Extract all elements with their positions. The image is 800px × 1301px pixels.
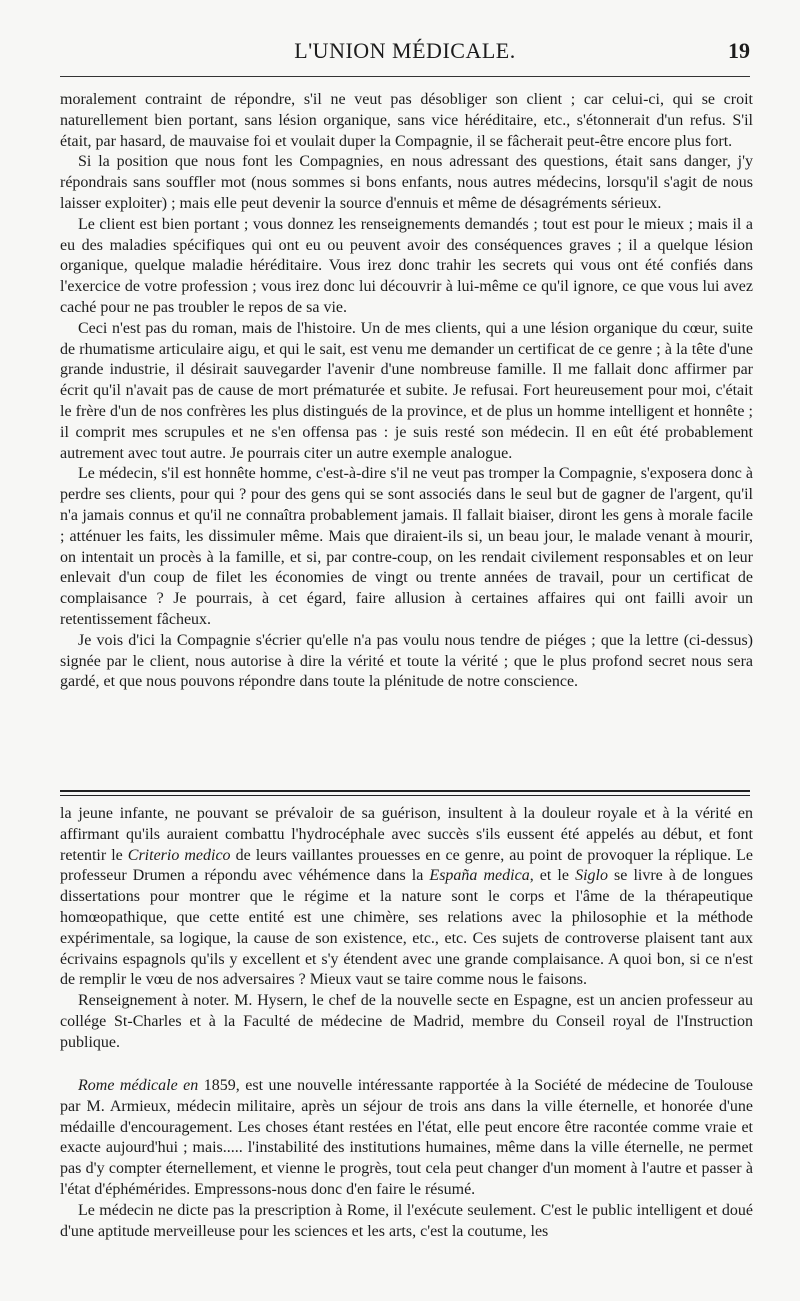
paragraph: Le médecin, s'il est honnête homme, c'est-à-dire s'il ne veut pas tromper la Compagnie, s'exposera donc à perdre ses clients, pour qui ? pour des gens qui se sont associés dans le seul but de gagner de l'argent, qu'il n'a jamais connus et qu'il ne connaîtra probablement jamais. Il fallait biaiser, diront les gens à morale facile ; atténuer les faits, les dissimuler même. Mais que diraient-ils si, un beau jour, le malade venant à mourir, on intentait un procès à la famille, et si, par contre-coup, on les rendait civilement responsables et on leur enlevait d'un coup de filet les économies de vingt ou trente années de travail, pour un certificat de complaisance ? Je pourrais, à cet égard, faire allusion à certaines affaires qui ont failli avoir un retentissement fâcheux. bbox=[60, 465, 753, 628]
journal-title: España medica bbox=[429, 867, 530, 885]
page-header bbox=[60, 34, 750, 70]
paragraph bbox=[60, 804, 753, 991]
paragraph: Si la position que nous font les Compagnies, en nous adressant des questions, était sans danger, j'y répondrais sans souffler mot (nous sommes si bons enfants, nous autres médecins, lorsqu'il s'agit de nous laisser exploiter) ; mais elle peut devenir la source d'ennuis et même de désagréments sérieux. bbox=[60, 153, 753, 212]
paragraph: Le médecin ne dicte pas la prescription à Rome, il l'exécute seulement. C'est le public intelligent et doué d'une aptitude merveilleuse pour les sciences et les arts, c'est la coutume, les bbox=[60, 1201, 753, 1240]
journal-title: Siglo bbox=[575, 867, 608, 885]
text-run: se livre à de longues dissertations pour montrer que le régime et la nature sont le corps et l'âme de la thérapeutique homœopathique, que cette entité est une chimère, ses relations avec la philosophie et la méthode expérimentale, sa logique, la cause de son existence, etc., etc. Ces sujets de controverse plaisent tant aux écrivains espagnols qu'ils y excellent et s'y étendent avec une grande complaisance. A quoi bon, si ce n'est de remplir le vœu de nos adversaires ? Mieux vaut se taire comme nous le faisons. bbox=[60, 867, 754, 989]
paragraph: Le client est bien portant ; vous donnez les renseignements demandés ; tout est pour le mieux ; mais il a eu des maladies spécifiques qui ont eu ou peuvent avoir des conséquences graves ; il a quelque lésion organique, quelque maladie héréditaire. Vous irez donc trahir les secrets qui vous ont été confiés dans l'exercice de votre profession ; vous irez donc lui découvrir à lui-même ce qu'il ignore, ce que vous lui avez caché pour ne pas troubler le repos de sa vie. bbox=[60, 215, 753, 316]
header-rule bbox=[60, 76, 750, 77]
journal-title: Criterio medico bbox=[127, 846, 231, 864]
paragraph: moralement contraint de répondre, s'il ne veut pas désobliger son client ; car celui-ci, qui se croit naturellement bien portant, sans lésion organique, sans vice héréditaire, etc., s'étonnerait d'un refus. S'il était, par hasard, de mauvaise foi et voulait duper la Compagnie, il se fâcherait peut-être encore plus fort. bbox=[60, 91, 753, 150]
rome-medicale-block bbox=[60, 1076, 753, 1242]
paragraph bbox=[60, 1076, 753, 1201]
running-title: L'UNION MÉDICALE. bbox=[294, 38, 516, 63]
section-divider bbox=[60, 790, 750, 796]
text-run: , et le bbox=[529, 867, 576, 885]
text-run: 1859, est une nouvelle intéressante rapportée à la Société de médecine de Toulouse par M. Armieux, médecin militaire, après un séjour de trois ans dans la ville éternelle, et honorée d'une médaille d'encouragement. Les choses étant restées en l'état, elle peut encore être racontée comme vraie et exacte aujourd'hui ; mais..... l'instabilité des institutions humaines, même dans la ville éternelle, ne permet pas d'y compter éternellement, et vienne le progrès, tout cela peut changer d'un moment à l'autre et passer à l'état d'éphémérides. Empressons-nous donc d'en faire le résumé. bbox=[60, 1077, 754, 1198]
text-run: la jeune infante, ne pouvant se prévaloir de sa guérison, insultent à la douleur royale et à la vérité en affirmant qu'ils auraient combattu l'hydrocéphale avec succès s'ils eussent été appelés au début, et font retentir le bbox=[60, 805, 753, 864]
article-top-block bbox=[60, 90, 753, 693]
work-title: Rome médicale en bbox=[78, 1077, 199, 1094]
page-number: 19 bbox=[728, 38, 750, 63]
paragraph: Renseignement à noter. M. Hysern, le chef de la nouvelle secte en Espagne, est un ancien professeur au collége St-Charles et à la Faculté de médecine de Madrid, membre du Conseil royal de l'Instruction publique. bbox=[60, 992, 753, 1051]
feuilleton-block bbox=[60, 804, 753, 1054]
paragraph: Je vois d'ici la Compagnie s'écrier qu'elle n'a pas voulu nous tendre de piéges ; que la lettre (ci-dessus) signée par le client, nous autorise à dire la vérité et toute la vérité ; que le plus profond secret nous sera gardé, et que nous pouvons répondre dans toute la plénitude de notre conscience. bbox=[60, 631, 753, 691]
text-run: de leurs vaillantes prouesses en ce genre, au point de provoquer la réplique. Le professeur Drumen a répondu avec véhémence dans la bbox=[60, 846, 754, 885]
paragraph: Ceci n'est pas du roman, mais de l'histoire. Un de mes clients, qui a une lésion organique du cœur, suite de rhumatisme articulaire aigu, et qui le sait, est venu me demander un certificat de ce genre ; à la tête d'une grande industrie, il désirait sauvegarder l'avenir d'une nombreuse famille. Il me fallait donc affirmer par écrit qu'il n'avait pas de cause de mort prématurée et subite. Je refusai. Fort heureusement pour moi, c'était le frère d'un de nos confrères les plus distingués de la province, et de plus un homme intelligent et honnête ; il comprit mes scrupules et ne s'en offensa pas : je suis resté son médecin. Il en eût été probablement autrement avec tout autre. Je pourrais citer un autre exemple analogue. bbox=[60, 319, 753, 462]
